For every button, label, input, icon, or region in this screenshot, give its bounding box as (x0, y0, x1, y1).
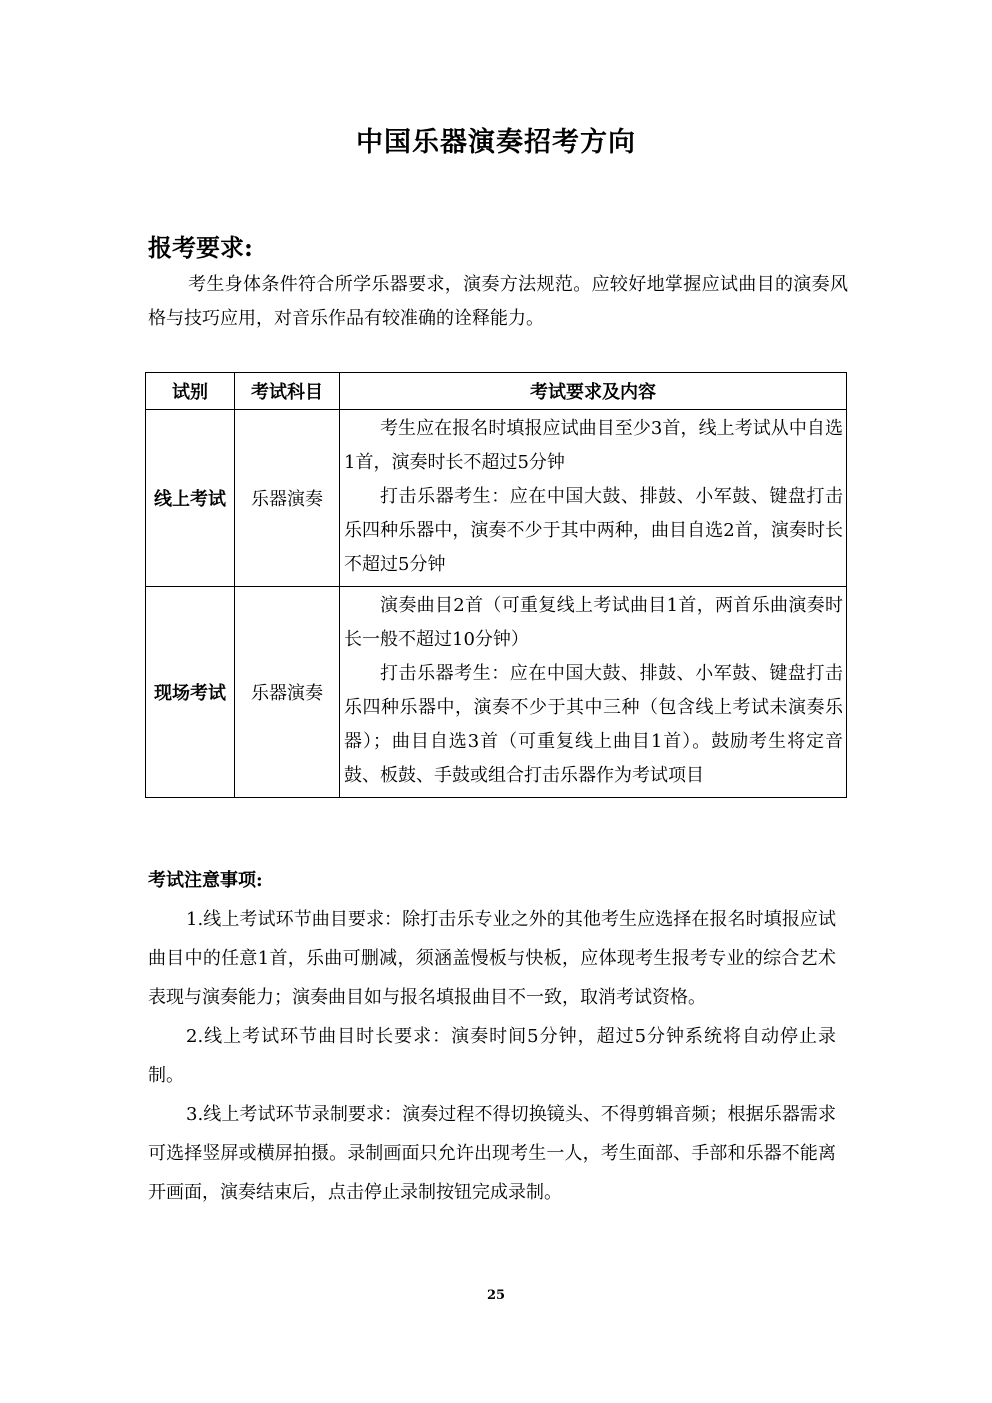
content-paragraph: 演奏曲目2首（可重复线上考试曲目1首，两首乐曲演奏时长一般不超过10分钟） (344, 595, 843, 650)
table-row (146, 410, 847, 587)
note-item: 3.线上考试环节录制要求：演奏过程不得切换镜头、不得剪辑音频；根据乐器需求可选择竖屏或横屏拍摄。录制画面只允许出现考生一人，考生面部、手部和乐器不能离开画面，演奏结束后，点击停止录制按钮完成录制。 (148, 1104, 836, 1203)
content-paragraph: 考生应在报名时填报应试曲目至少3首，线上考试从中自选1首，演奏时长不超过5分钟 (344, 418, 843, 473)
requirements-heading: 报考要求: (148, 233, 253, 262)
header-exam-content: 考试要求及内容 (340, 373, 847, 410)
table-row (146, 587, 847, 798)
exam-subject: 乐器演奏 (235, 410, 340, 587)
content-paragraph: 打击乐器考生：应在中国大鼓、排鼓、小军鼓、键盘打击乐四种乐器中，演奏不少于其中三种（包含线上考试未演奏乐器）；曲目自选3首（可重复线上曲目1首）。鼓励考生将定音鼓、板鼓、手鼓或组合打击乐器作为考试项目 (344, 663, 843, 786)
header-exam-type: 试别 (146, 373, 235, 410)
notes-heading: 考试注意事项: (148, 870, 263, 891)
header-exam-subject: 考试科目 (235, 373, 340, 410)
table-header-row (146, 373, 847, 410)
exam-type-onsite: 现场考试 (146, 587, 235, 798)
page-number: 25 (486, 1288, 506, 1303)
exam-type-online: 线上考试 (146, 410, 235, 587)
page-title: 中国乐器演奏招考方向 (356, 127, 636, 158)
exam-table (145, 372, 847, 798)
note-item: 1.线上考试环节曲目要求：除打击乐专业之外的其他考生应选择在报名时填报应试曲目中的任意1首，乐曲可删减，须涵盖慢板与快板，应体现考生报考专业的综合艺术表现与演奏能力；演奏曲目如与报名填报曲目不一致，取消考试资格。 (148, 909, 836, 1008)
exam-content (340, 587, 847, 798)
content-paragraph: 打击乐器考生：应在中国大鼓、排鼓、小军鼓、键盘打击乐四种乐器中，演奏不少于其中两种，曲目自选2首，演奏时长不超过5分钟 (344, 486, 843, 575)
notes-list (148, 900, 836, 1212)
exam-subject: 乐器演奏 (235, 587, 340, 798)
exam-content (340, 410, 847, 587)
note-item: 2.线上考试环节曲目时长要求：演奏时间5分钟，超过5分钟系统将自动停止录制。 (148, 1026, 836, 1086)
requirements-text: 考生身体条件符合所学乐器要求，演奏方法规范。应较好地掌握应试曲目的演奏风格与技巧应用，对音乐作品有较准确的诠释能力。 (148, 274, 848, 329)
